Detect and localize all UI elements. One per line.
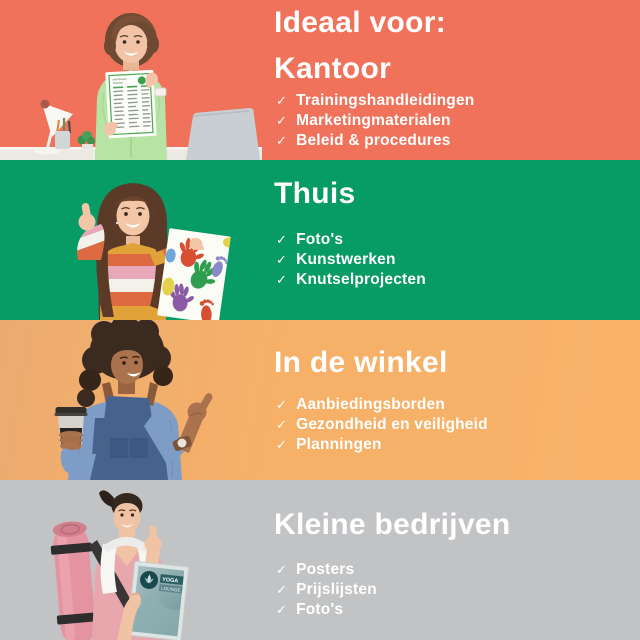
- list-item: [276, 580, 377, 600]
- feature-list-winkel: [276, 395, 488, 455]
- check-icon: ✓: [276, 231, 288, 247]
- section-in-de-winkel: [0, 320, 640, 480]
- check-icon: ✓: [276, 436, 288, 452]
- section-text-kantoor: [274, 0, 634, 160]
- thumbs-up-icon: [79, 202, 96, 230]
- laptop-icon: [186, 108, 260, 160]
- heading-winkel: In de winkel: [274, 346, 448, 379]
- list-item: [276, 600, 377, 620]
- check-icon: ✓: [276, 132, 288, 148]
- heading-kantoor: Kantoor: [274, 52, 392, 85]
- section-kantoor: [0, 0, 640, 160]
- yoga-flyer-title: YOGA: [161, 576, 179, 585]
- list-item: [276, 415, 488, 435]
- list-item-label: Beleid & procedures: [296, 132, 451, 149]
- yoga-mat-icon: [49, 520, 101, 640]
- section-text-winkel: [274, 320, 634, 480]
- photo-yoga-woman-flyer: [0, 480, 262, 640]
- check-icon: ✓: [276, 601, 288, 617]
- list-item: [276, 230, 426, 250]
- list-item: [276, 560, 377, 580]
- feature-list-kantoor: [276, 91, 474, 151]
- list-item: [276, 111, 474, 131]
- feature-list-thuis: [276, 230, 426, 290]
- list-item-label: Aanbiedingsborden: [296, 396, 446, 413]
- check-icon: ✓: [276, 112, 288, 128]
- check-icon: ✓: [276, 251, 288, 267]
- photo-girl-artwork: [0, 160, 262, 320]
- list-item-label: Kunstwerken: [296, 251, 396, 268]
- list-item-label: Foto's: [296, 231, 344, 248]
- list-item-label: Gezondheid en veiligheid: [296, 416, 488, 433]
- list-item: [276, 250, 426, 270]
- check-icon: ✓: [276, 271, 288, 287]
- check-icon: ✓: [276, 581, 288, 597]
- heading-thuis: Thuis: [274, 177, 356, 210]
- list-item: [276, 395, 488, 415]
- list-item: [276, 91, 474, 111]
- photo-office-woman: [0, 0, 262, 160]
- feature-list-bedrijven: [276, 560, 377, 620]
- list-item: [276, 435, 488, 455]
- plant-icon: [78, 131, 96, 149]
- list-item-label: Trainingshandleidingen: [296, 92, 475, 109]
- list-item-label: Prijslijsten: [296, 581, 377, 598]
- list-item-label: Knutselprojecten: [296, 271, 426, 288]
- check-icon: ✓: [276, 396, 288, 412]
- list-item-label: Marketingmaterialen: [296, 112, 451, 129]
- check-icon: ✓: [276, 92, 288, 108]
- check-icon: ✓: [276, 416, 288, 432]
- section-text-thuis: [274, 160, 634, 320]
- section-thuis: [0, 160, 640, 320]
- yoga-flyer-subtitle: LOUNGE: [160, 585, 181, 593]
- section-kleine-bedrijven: [0, 480, 640, 640]
- list-item-label: Posters: [296, 561, 355, 578]
- list-item-label: Planningen: [296, 436, 382, 453]
- section-text-bedrijven: [274, 480, 634, 640]
- check-icon: ✓: [276, 561, 288, 577]
- list-item-label: Foto's: [296, 601, 344, 618]
- list-item: [276, 131, 474, 151]
- photo-barista-pointing: [0, 320, 262, 480]
- heading-bedrijven: Kleine bedrijven: [274, 508, 511, 541]
- page-title: Ideaal voor:: [274, 6, 446, 39]
- list-item: [276, 270, 426, 290]
